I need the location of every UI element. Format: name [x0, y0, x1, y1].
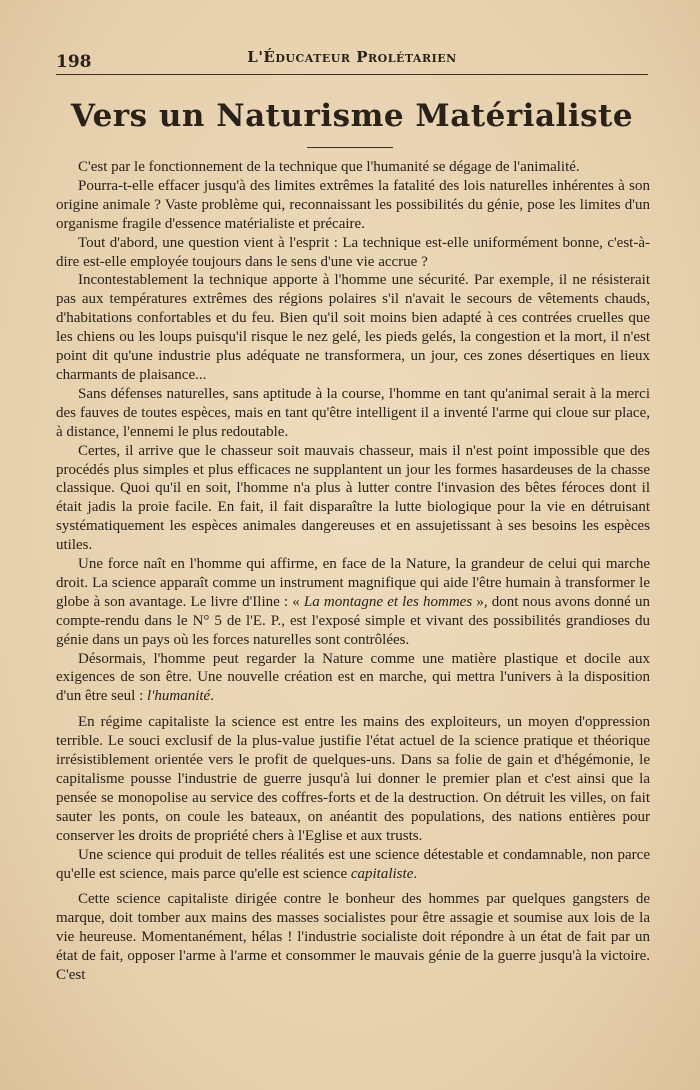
article-title: Vers un Naturisme Matérialiste — [70, 98, 634, 134]
paragraph-text: Pourra-t-elle effacer jusqu'à des limites extrêmes la fatalité des lois naturelles inhérentes à son origine animale ? Vaste problème qui, reconnaissant les possibilités du génie, pose les limites d'un organisme fragile d'essence matérialiste et précaire. — [56, 177, 650, 232]
paragraph — [56, 385, 650, 442]
article-body — [56, 158, 650, 985]
paragraph — [56, 271, 650, 384]
paragraph — [56, 555, 650, 650]
paragraph-text: . — [210, 688, 214, 705]
paragraph — [56, 846, 650, 884]
italic-text: l'humanité — [147, 688, 211, 705]
paragraph-text: Tout d'abord, une question vient à l'esprit : La technique est-elle uniformément bonne, c'est-à-dire est-elle employée toujours dans le sens d'une vie accrue ? — [56, 234, 650, 270]
paragraph — [56, 713, 650, 845]
paragraph — [56, 442, 650, 555]
paragraph-text: Certes, il arrive que le chasseur soit mauvais chasseur, mais il n'est point impossible que des procédés plus simples et plus efficaces ne supplantent un jour les formes hasardeuses de la chasse classique. Quoi qu'il en soit, l'homme n'a plus à lutter contre l'invasion des bêtes féroces dont il était jadis la proie facile. En fait, il fait disparaître la lutte biologique pour la vie en détruisant systématiquement les espèces animales dangereuses et en assujetissant à ses besoins les espèces utiles. — [56, 442, 650, 554]
paragraph-text: Une force naît en l'homme qui affirme, en face de la Nature, la grandeur de celui qui marche droit. La science apparaît comme un instrument magnifique qui aide l'être humain à transformer le globe à son avantage. Le livre d'Iline : « — [56, 556, 650, 610]
paragraph — [56, 890, 650, 985]
paragraph-text: C'est par le fonctionnement de la technique que l'humanité se dégage de l'animalité. — [78, 159, 580, 175]
paragraph — [56, 177, 650, 234]
paragraph-text: Cette science capitaliste dirigée contre le bonheur des hommes par quelques gangsters de marque, doit tomber aux mains des masses socialistes pour être assagie et soumise aux lois de la vie heureuse. Momentanément, hélas ! l'industrie socialiste doit répondre à un état de fait par un état de fait, opposer l'arme à l'arme et consommer le mauvais génie de la guerre jusqu'à la victoire. C'est — [56, 891, 650, 984]
paragraph — [56, 650, 650, 707]
running-title: L'Éducateur Prolétarien — [247, 48, 457, 66]
paragraph-text: En régime capitaliste la science est entre les mains des exploiteurs, un moyen d'oppression terrible. Le souci exclusif de la plus-value justifie l'état actuel de la science pratique et théorique irrésistiblement orientée vers le profit de quelques-uns. Dans sa folie de gain et d'hégémonie, le capitalisme pousse l'industrie de guerre jusqu'à lui donner le premier plan et c'est ainsi que la pensée se monopolise au service des coffres-forts et de la destruction. On détruit les villes, on fait sauter les ponts, on coule les bateaux, on anéantit des populations, des nations entières pour conserver les droits de propriété chers à l'Eglise et aux trusts. — [56, 714, 650, 844]
paragraph — [56, 158, 650, 177]
paragraph-text: », dont nous avons donné un compte-rendu dans le N° 5 de l'E. P., est l'exposé simple et vivant des possibilités grandioses du génie dans un pays où les forces naturelles sont contrôlées. — [56, 593, 650, 648]
paragraph-text: Désormais, l'homme peut regarder la Nature comme une matière plastique et docile aux exigences de son être. Une nouvelle création est en marche, qui mettra l'univers à la disposition d'un être seul : — [56, 650, 650, 705]
italic-text: capitaliste — [350, 865, 414, 882]
italic-text: La montagne et les hommes — [303, 593, 473, 610]
paragraph-text: Incontestablement la technique apporte à l'homme une sécurité. Par exemple, il ne résisterait pas aux températures extrêmes des régions polaires s'il n'avait le secours de vêtements chauds, d'habitations confortables et du feu. Bien qu'il soit moins bien adapté à ces contrées cruelles que les chiens ou les loups puisqu'il risque le nez gelé, les pieds gelés, la congestion et la mort, il n'est point dit qu'une industrie plus adéquate ne transformera, un jour, ces zones désertiques en lieux charmants de plaisance... — [56, 272, 650, 383]
paragraph-text: Sans défenses naturelles, sans aptitude à la course, l'homme en tant qu'animal serait à la merci des fauves de toutes espèces, mais en tant qu'être intelligent il a inventé l'arme qui cloue sur place, à distance, l'ennemi le plus redoutable. — [56, 385, 650, 440]
paragraph-text: . — [413, 865, 418, 882]
paragraph — [56, 234, 650, 272]
paragraph-text: Une science qui produit de telles réalités est une science détestable et condamnable, non parce qu'elle est science, mais parce qu'elle est science — [56, 846, 650, 882]
page-number: 198 — [56, 52, 92, 72]
running-header — [56, 44, 648, 75]
title-underline — [307, 147, 393, 148]
